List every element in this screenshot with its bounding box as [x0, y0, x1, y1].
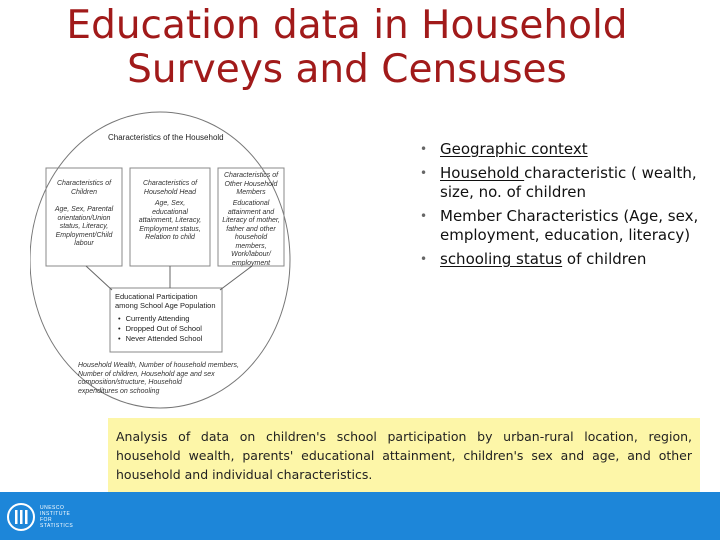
participation-item: • Currently Attending [118, 314, 202, 324]
bullet-item [420, 164, 710, 202]
participation-item: • Dropped Out of School [118, 324, 202, 334]
bullet-list [420, 140, 710, 274]
bullet-item [420, 207, 710, 245]
bullet-dot-icon: • [420, 209, 428, 223]
slide-title [0, 4, 694, 92]
participation-item: • Never Attended School [118, 334, 202, 344]
analysis-callout [108, 418, 700, 492]
participation-title: Educational Participation among School Age Population [115, 292, 216, 310]
participation-list [118, 314, 202, 344]
slide-title-line1: Education data in Household [66, 3, 628, 48]
other-box-detail: Educational attainment and Literacy of mother, father and other household members, Work/labour/ employment [222, 200, 280, 267]
bullet-item [420, 140, 710, 159]
bullet-dot-icon: • [420, 142, 428, 156]
bullet-dot-icon: • [420, 166, 428, 180]
analysis-callout-text: Analysis of data on children's school participation by urban-rural location, region, household wealth, parents' educational attainment, children's sex and age, and other household and individual characteristics. [116, 429, 692, 482]
uis-logo-icon [6, 502, 36, 532]
bullet-underlined: schooling status [440, 250, 563, 268]
bullet-text: of children [562, 250, 647, 268]
bullet-dot-icon: • [420, 252, 428, 266]
arrow-other [220, 266, 252, 290]
bullet-text: Member Characteristics (Age, sex, employment, education, literacy) [440, 207, 699, 244]
uis-logo-text: UNESCO INSTITUTE FOR STATISTICS [40, 505, 74, 529]
other-box-title: Characteristics of Other Household Members [223, 172, 279, 196]
household-diagram [30, 110, 420, 415]
bullet-underlined: Geographic context [440, 140, 588, 158]
head-box-detail: Age, Sex, educational attainment, Literacy, Employment status, Relation to child [138, 200, 202, 241]
household-wealth-text: Household Wealth, Number of household members, Number of children, Household age and sex composition/structure, Household expenditures on schooling [78, 362, 239, 395]
bullet-underlined: Household [440, 164, 525, 182]
head-box-title: Characteristics of Household Head [142, 180, 198, 196]
children-box-title: Characteristics of Children [56, 180, 112, 196]
children-box-detail: Age, Sex, Parental orientation/Union status, Literacy, Employment/Child labour [54, 206, 114, 247]
arrow-children [86, 266, 112, 290]
footer-bar [0, 492, 720, 540]
slide-title-line2: Surveys and Censuses [127, 47, 567, 92]
bullet-item [420, 250, 710, 269]
diagram-heading: Characteristics of the Household [108, 133, 224, 142]
bullet-text: characteristic ( wealth, size, no. of children [440, 164, 697, 201]
